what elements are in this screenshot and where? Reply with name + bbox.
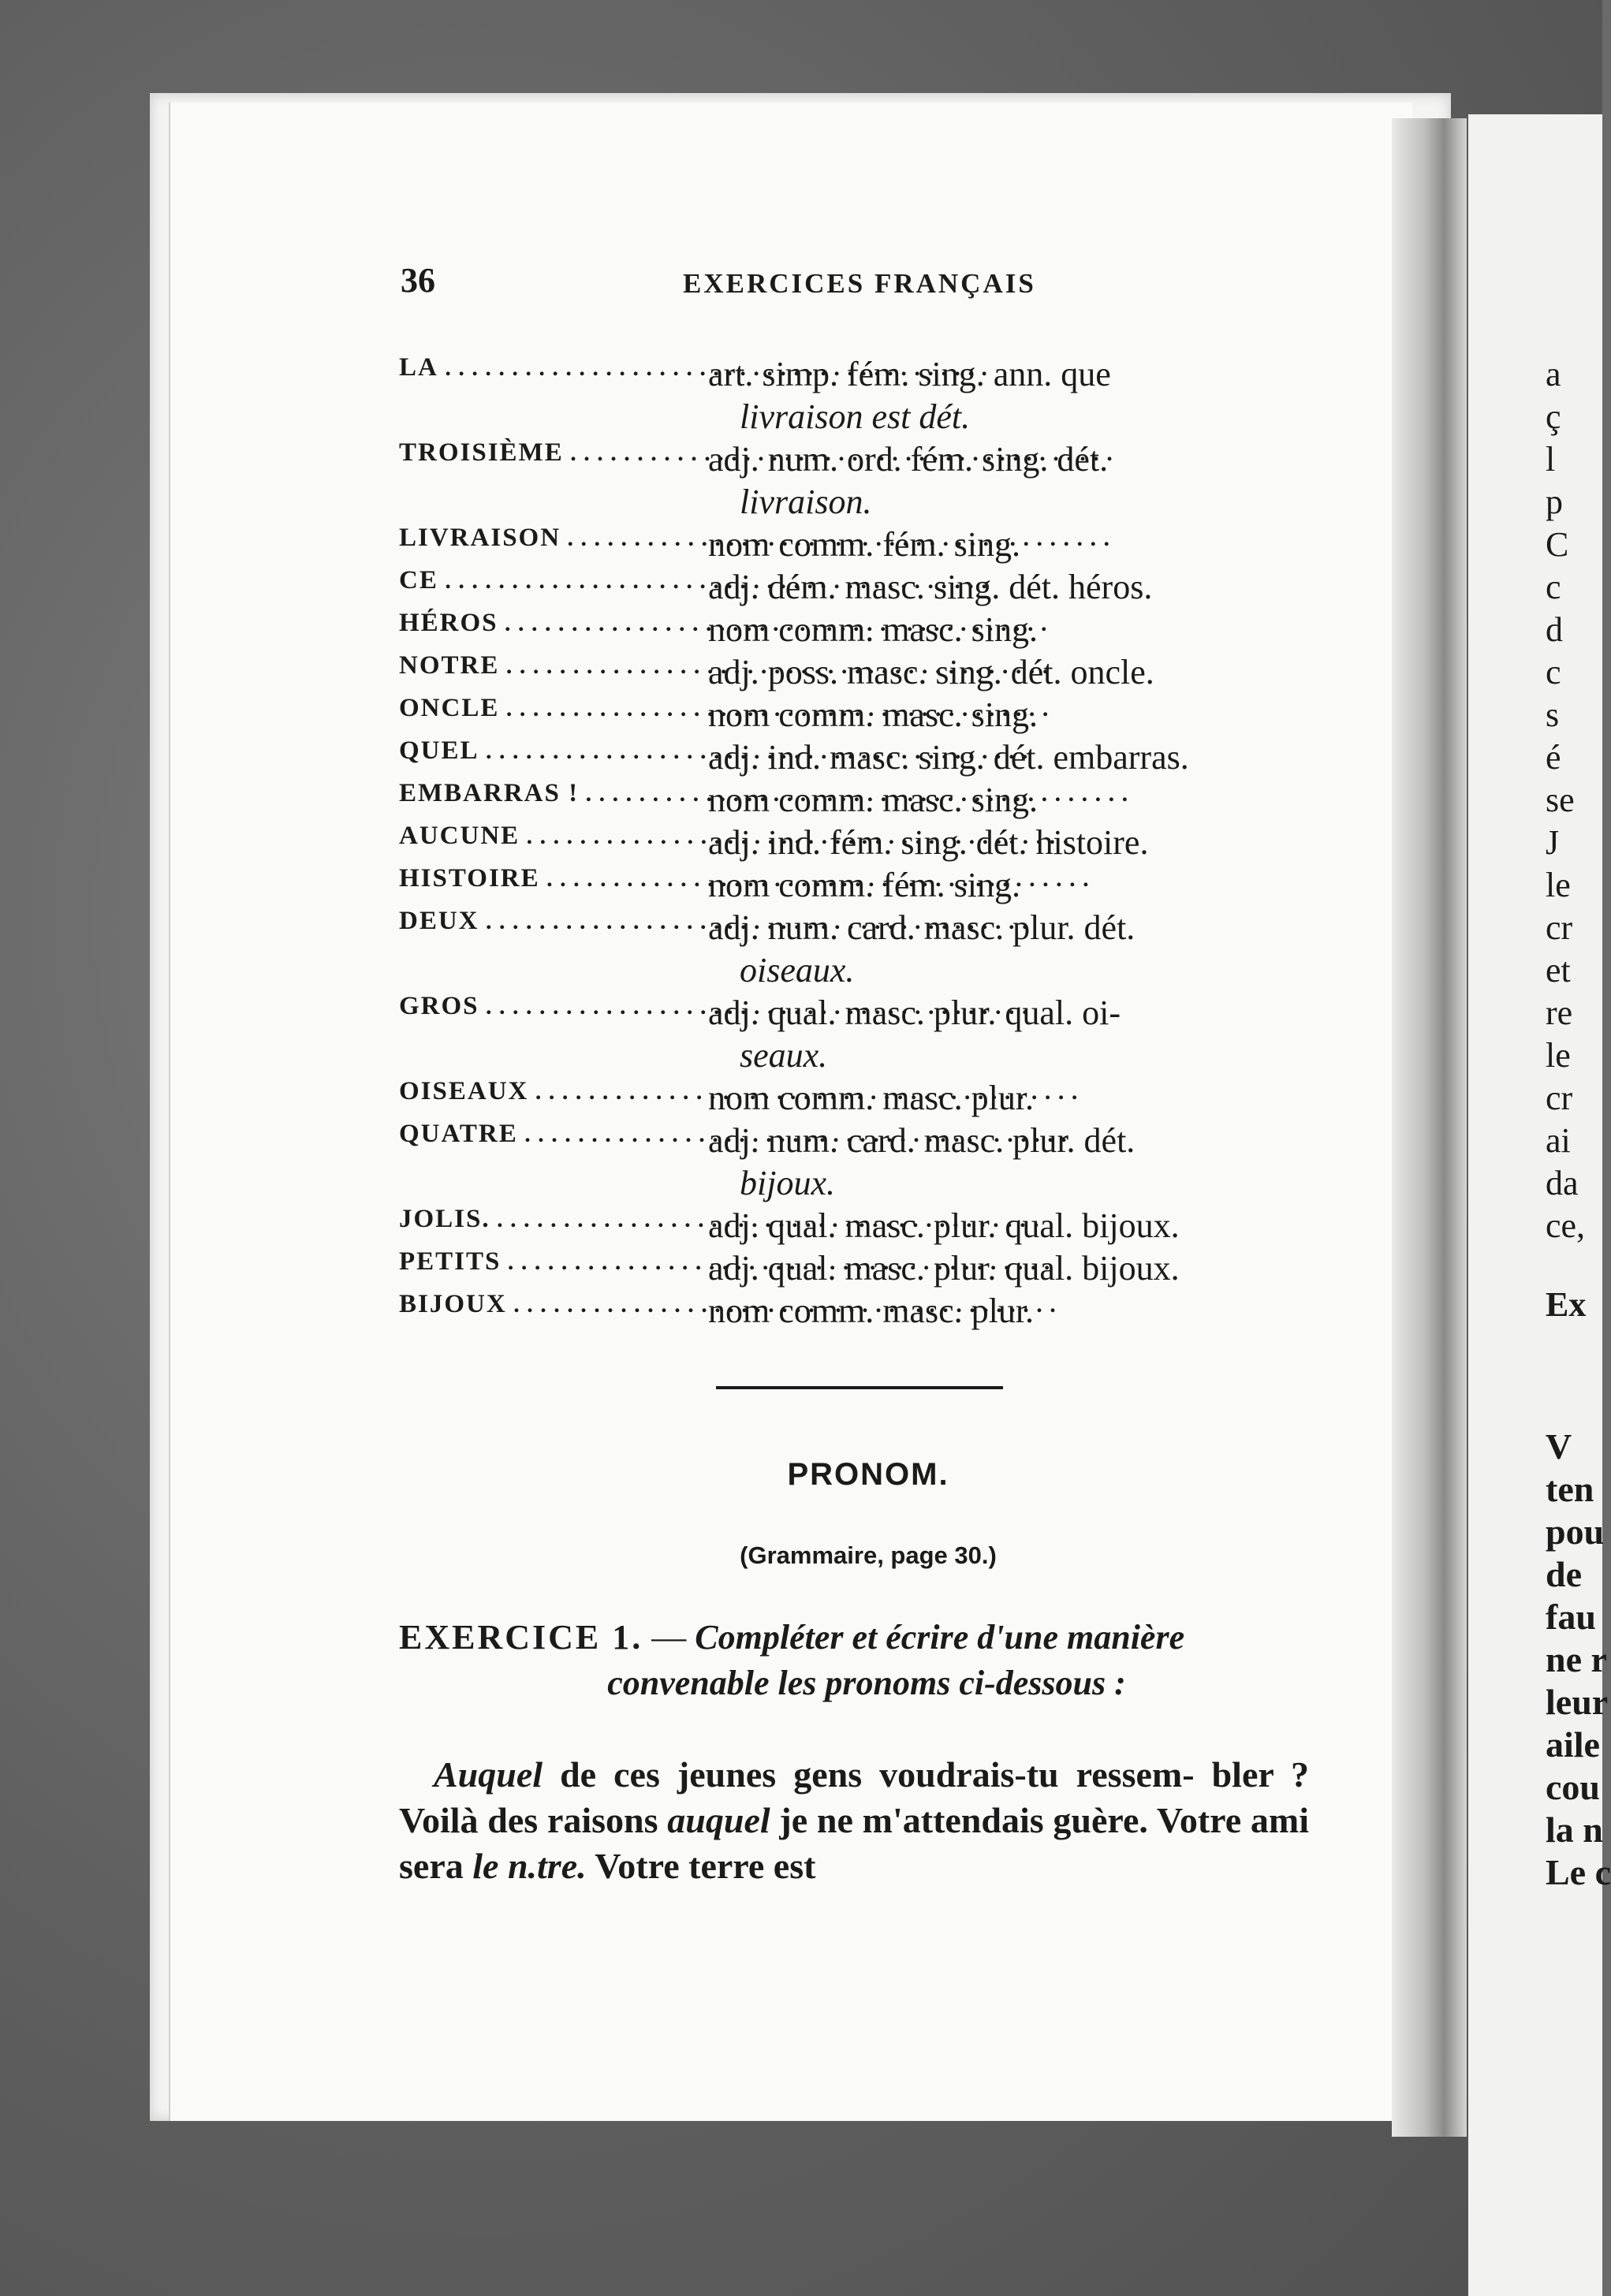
- right-page-fragment: fau: [1546, 1597, 1596, 1637]
- analysis-description-line: adj. num. ord. fém. sing. dét.: [708, 440, 1109, 479]
- body-text: de ces jeunes gens voudrais-tu ressem-: [543, 1754, 1195, 1795]
- right-page-fragment: cr: [1546, 1079, 1573, 1117]
- analysis-description-line: adj. qual. masc. plur. qual. bijoux.: [708, 1249, 1180, 1288]
- analysis-description-line: art. simp. fém. sing. ann. que: [708, 355, 1111, 393]
- analysis-description-line: nom comm. fém. sing.: [708, 866, 1020, 904]
- analysis-word: DEUX . . .: [399, 907, 699, 936]
- analysis-word: ONCLE . . .: [399, 694, 699, 723]
- analysis-row: [399, 651, 1337, 694]
- analysis-row: [399, 566, 1337, 609]
- analysis-description-line: adj. num. card. masc. plur. dét.: [708, 908, 1136, 947]
- right-page-fragment: c: [1546, 568, 1561, 606]
- right-page-top-fragments: [1546, 353, 1585, 1247]
- right-page-fragment: é: [1546, 738, 1561, 777]
- analysis-row: [399, 609, 1337, 651]
- analysis-description-continuation: livraison est dét.: [740, 397, 971, 436]
- analysis-description-line: adj. qual. masc. plur. qual. bijoux.: [708, 1206, 1180, 1245]
- right-page-fragment: a: [1546, 355, 1561, 393]
- body-word: Auquel: [434, 1754, 543, 1795]
- right-page-fragment: leur: [1546, 1682, 1609, 1722]
- right-page-fragment: ten: [1546, 1469, 1594, 1509]
- analysis-description-line: adj. ind. fém. sing. dét. histoire.: [708, 823, 1149, 862]
- analysis-row: [399, 907, 1337, 992]
- right-page-fragment: da: [1546, 1164, 1579, 1202]
- analysis-description-line: nom comm. masc. plur.: [708, 1079, 1035, 1117]
- right-page-fragment: Le c: [1546, 1852, 1611, 1892]
- page-number: 36: [401, 261, 435, 300]
- analysis-description-continuation: oiseaux.: [740, 951, 855, 990]
- analysis-description-line: nom comm. masc. plur.: [708, 1292, 1035, 1330]
- book-gutter: [1392, 118, 1467, 2137]
- analysis-row: [399, 1120, 1337, 1205]
- analysis-word: TROISIÈME . . .: [399, 438, 699, 468]
- analysis-description-line: adj. qual. masc. plur. qual. oi-: [708, 993, 1121, 1032]
- right-page-fragment: de: [1546, 1554, 1582, 1594]
- analysis-row: [399, 524, 1337, 566]
- analysis-word: QUATRE . . .: [399, 1120, 699, 1149]
- analysis-word: EMBARRAS ! . . .: [399, 779, 699, 808]
- section-reference: (Grammaire, page 30.): [740, 1541, 997, 1569]
- analysis-description-continuation: bijoux.: [740, 1164, 835, 1202]
- analysis-description-line: adj. ind. masc. sing. dét. embarras.: [708, 738, 1189, 777]
- body-text: je ne m'attendais: [770, 1800, 1044, 1840]
- exercise-heading: [399, 1615, 1334, 1706]
- section-divider: [716, 1386, 1003, 1389]
- body-text: bler ? Voilà des raisons: [399, 1754, 1309, 1840]
- analysis-word: JOLIS. . . .: [399, 1205, 699, 1234]
- analysis-description-line: nom comm. masc. sing.: [708, 610, 1038, 649]
- exercise-dash: —: [643, 1618, 695, 1657]
- right-page-fragment: re: [1546, 993, 1573, 1032]
- right-page-fragment: ce,: [1546, 1206, 1586, 1245]
- analysis-description-line: nom comm. masc. sing.: [708, 695, 1038, 734]
- analysis-row: [399, 1205, 1337, 1247]
- right-page-fragment: la n: [1546, 1810, 1603, 1850]
- right-page-fragment: c: [1546, 653, 1561, 691]
- analysis-row: [399, 1290, 1337, 1332]
- right-page-fragment: pou: [1546, 1511, 1605, 1552]
- analysis-word: GROS . . .: [399, 992, 699, 1021]
- analysis-row: [399, 992, 1337, 1077]
- exercise-label: EXERCICE 1.: [399, 1618, 643, 1657]
- analysis-description-line: nom comm. masc. sing.: [708, 781, 1038, 819]
- analysis-description-continuation: seaux.: [740, 1036, 828, 1075]
- right-page-fragment: ç: [1546, 397, 1561, 436]
- analysis-word: QUEL . . .: [399, 736, 699, 766]
- analysis-row: [399, 438, 1337, 524]
- body-text: guère. Votre ami sera: [399, 1800, 1309, 1886]
- body-word: auquel: [667, 1800, 770, 1840]
- analysis-description-line: adj. num. card. masc. plur. dét.: [708, 1121, 1136, 1160]
- analysis-word: LA . . .: [399, 353, 699, 382]
- body-word: le n.tre.: [472, 1846, 587, 1886]
- right-page-fragment: J: [1546, 823, 1560, 862]
- analysis-row: [399, 1077, 1337, 1120]
- section-title: PRONOM.: [787, 1457, 949, 1492]
- right-page-fragment: ai: [1546, 1121, 1571, 1160]
- right-page-fragment: aile: [1546, 1724, 1600, 1765]
- exercise-instruction-line2: convenable les pronoms ci-dessous :: [607, 1664, 1126, 1702]
- running-title: EXERCICES FRANÇAIS: [683, 268, 1036, 299]
- right-page-fragment: s: [1546, 695, 1560, 734]
- analysis-row: [399, 736, 1337, 779]
- grammatical-analysis-table: [399, 353, 1337, 1332]
- analysis-description-line: adj. dém. masc. sing. dét. héros.: [708, 568, 1153, 606]
- analysis-description-line: nom comm. fém. sing.: [708, 525, 1020, 564]
- right-page-fragment: se: [1546, 781, 1575, 819]
- right-page-ex-fragment: Ex: [1546, 1285, 1587, 1324]
- analysis-row: [399, 864, 1337, 907]
- analysis-word: BIJOUX . . .: [399, 1290, 699, 1319]
- right-page-fragment: d: [1546, 610, 1563, 649]
- analysis-row: [399, 353, 1337, 438]
- analysis-row: [399, 694, 1337, 736]
- body-text: Votre terre est: [586, 1846, 816, 1886]
- analysis-word: OISEAUX . . .: [399, 1077, 699, 1106]
- analysis-description-line: adj. poss. masc. sing. dét. oncle.: [708, 653, 1154, 691]
- right-page-bottom-fragments: [1546, 1426, 1611, 1894]
- right-page-fragment: et: [1546, 951, 1571, 990]
- analysis-word: LIVRAISON . . .: [399, 524, 699, 553]
- exercise-body: [399, 1752, 1309, 1889]
- analysis-word: NOTRE . . .: [399, 651, 699, 680]
- analysis-word: HISTOIRE . . .: [399, 864, 699, 893]
- exercise-instruction-line1: Compléter et écrire d'une manière: [695, 1618, 1185, 1657]
- right-page-fragment: C: [1546, 525, 1569, 564]
- right-page-fragment: le: [1546, 1036, 1571, 1075]
- right-page-fragment: p: [1546, 483, 1563, 521]
- right-page-fragment: l: [1546, 440, 1556, 479]
- analysis-row: [399, 822, 1337, 864]
- analysis-description-continuation: livraison.: [740, 483, 872, 521]
- analysis-word: CE . . .: [399, 566, 699, 595]
- right-page-fragment: le: [1546, 866, 1571, 904]
- analysis-word: HÉROS . . .: [399, 609, 699, 638]
- right-page-fragment: V: [1546, 1426, 1572, 1467]
- right-page-fragment: ne r: [1546, 1639, 1607, 1679]
- right-page-fragment: cr: [1546, 908, 1573, 947]
- analysis-word: AUCUNE . . .: [399, 822, 699, 851]
- analysis-row: [399, 1247, 1337, 1290]
- right-page-fragment: cou: [1546, 1767, 1600, 1807]
- analysis-word: PETITS . . .: [399, 1247, 699, 1277]
- analysis-row: [399, 779, 1337, 822]
